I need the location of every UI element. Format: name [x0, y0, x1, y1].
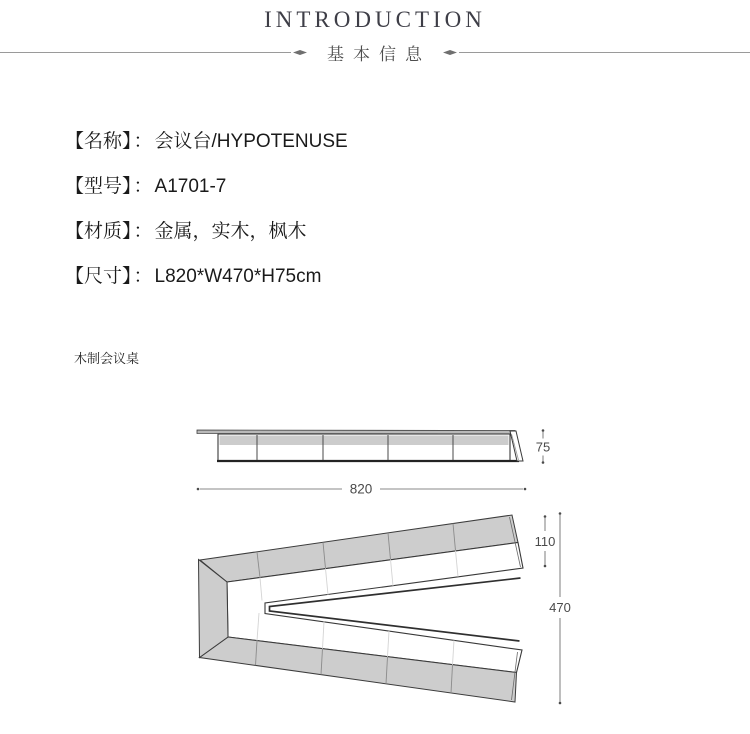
product-specs	[65, 132, 348, 312]
side-view-drawing	[197, 430, 523, 461]
dimension-arm-width-110	[535, 515, 556, 567]
side-view-tabletop	[197, 430, 517, 434]
drawing-caption: 木制会议桌	[74, 351, 140, 366]
diamond-arrow-icon	[443, 50, 457, 55]
spec-separator: ：	[133, 221, 153, 242]
dimension-label-75: 75	[535, 439, 551, 455]
spec-separator: ：	[133, 176, 153, 197]
spec-label: 【型号】	[65, 176, 132, 197]
side-view-gray-band	[220, 436, 509, 446]
spec-value: 会议台/HYPOTENUSE	[154, 131, 348, 152]
spec-separator: ：	[133, 266, 153, 287]
spec-row-size	[65, 267, 348, 287]
divider-line-right	[459, 52, 750, 53]
technical-drawings	[150, 400, 600, 720]
spec-row-model	[65, 177, 348, 197]
dimension-label-820: 820	[349, 481, 373, 497]
plan-view-drawing	[199, 515, 524, 702]
spec-row-material	[65, 222, 348, 242]
spec-label: 【尺寸】	[65, 266, 132, 287]
technical-drawings-svg	[150, 400, 600, 720]
dimension-label-110: 110	[534, 534, 556, 549]
spec-value: L820*W470*H75cm	[154, 266, 322, 287]
spec-label: 【名称】	[65, 131, 132, 152]
dimension-height-75	[536, 429, 550, 464]
spec-row-name	[65, 132, 348, 152]
divider-line-left	[0, 52, 291, 53]
spec-separator: ：	[133, 131, 153, 152]
spec-value: A1701-7	[154, 176, 227, 197]
section-subheader	[0, 44, 750, 64]
spec-value: 金属，实木，枫木	[154, 221, 307, 242]
diamond-arrow-icon	[293, 50, 307, 55]
page-title: INTRODUCTION	[264, 7, 486, 32]
dimension-label-470: 470	[549, 600, 571, 615]
dimension-length-820	[197, 482, 527, 497]
spec-label: 【材质】	[65, 221, 132, 242]
section-subtitle: 基本信息	[327, 45, 431, 64]
